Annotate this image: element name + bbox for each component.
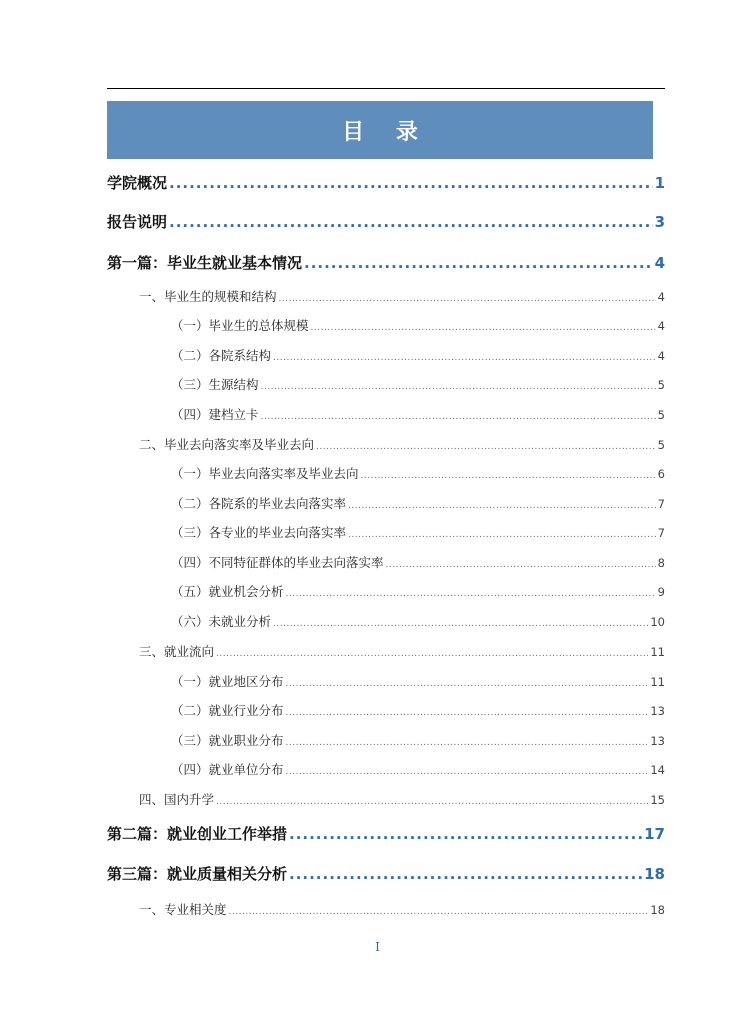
toc-entry-label: 学院概况 (107, 174, 168, 192)
toc-entry[interactable] (171, 582, 665, 600)
toc-entry-page: 9 (657, 585, 665, 599)
toc-entry-page: 6 (657, 467, 665, 481)
dot-leader (229, 907, 649, 917)
toc-entry[interactable] (171, 701, 665, 719)
toc-entry[interactable] (171, 464, 665, 482)
toc-entry-page: 4 (657, 349, 665, 363)
toc-entry-page: 18 (650, 903, 665, 917)
dot-leader (261, 382, 656, 392)
dot-leader (348, 530, 656, 540)
toc-entry-page: 5 (657, 408, 665, 422)
toc-entry-page: 15 (650, 793, 665, 807)
toc-entry-page: 17 (644, 825, 665, 843)
dot-leader (273, 353, 656, 363)
toc-entry-label: （三）就业职业分布 (171, 733, 284, 748)
toc-entry-label: （六）未就业分析 (171, 614, 272, 629)
toc-entry-label: 三、就业流向 (139, 644, 215, 659)
toc-entry-label: （二）各院系的毕业去向落实率 (171, 496, 347, 511)
toc-entry[interactable] (107, 252, 665, 273)
toc-entry-page: 11 (650, 645, 665, 659)
toc-entry-label: 报告说明 (107, 213, 168, 231)
toc-entry[interactable] (139, 790, 665, 808)
toc-entry-label: 第二篇：就业创业工作举措 (107, 825, 288, 843)
toc-entry-page: 7 (657, 497, 665, 511)
toc-entry-label: 第三篇：就业质量相关分析 (107, 865, 288, 883)
dot-leader (286, 589, 656, 599)
toc-entry-page: 11 (650, 675, 665, 689)
toc-entry-page: 5 (657, 378, 665, 392)
toc-entry-label: （二）各院系结构 (171, 348, 272, 363)
dot-leader (169, 213, 653, 231)
toc-entry[interactable] (107, 211, 665, 232)
dot-leader (286, 738, 649, 748)
toc-entry-page: 1 (654, 174, 665, 192)
toc-entry-label: 二、毕业去向落实率及毕业去向 (139, 437, 315, 452)
toc-entry-page: 18 (644, 865, 665, 883)
toc-entry[interactable] (171, 672, 665, 690)
toc-entry-label: （三）生源结构 (171, 377, 259, 392)
toc-entry-page: 4 (657, 319, 665, 333)
toc-entry-page: 4 (657, 290, 665, 304)
header-rule (107, 88, 665, 89)
dot-leader (286, 767, 649, 777)
toc-entry[interactable] (107, 823, 665, 844)
dot-leader (279, 294, 656, 304)
toc-entry-page: 13 (650, 734, 665, 748)
toc-entry[interactable] (107, 863, 665, 884)
toc-entry-label: 第一篇：毕业生就业基本情况 (107, 254, 303, 272)
toc-entry-page: 7 (657, 526, 665, 540)
toc-title-banner (107, 101, 653, 159)
toc-entry[interactable] (139, 287, 665, 305)
toc-title: 目 录 (342, 119, 430, 145)
toc-entry[interactable] (171, 375, 665, 393)
dot-leader (169, 174, 653, 192)
toc-entry-page: 13 (650, 704, 665, 718)
dot-leader (289, 825, 642, 843)
toc-entry-label: （一）毕业去向落实率及毕业去向 (171, 466, 359, 481)
toc-entry-label: （三）各专业的毕业去向落实率 (171, 525, 347, 540)
toc-entry-label: （四）不同特征群体的毕业去向落实率 (171, 555, 384, 570)
toc-entry-page: 10 (650, 615, 665, 629)
toc-entry[interactable] (171, 346, 665, 364)
toc-entry[interactable] (171, 405, 665, 423)
toc-entry-label: （五）就业机会分析 (171, 584, 284, 599)
toc-entry-label: （四）就业单位分布 (171, 762, 284, 777)
toc-entry-label: （二）就业行业分布 (171, 703, 284, 718)
dot-leader (289, 865, 642, 883)
dot-leader (261, 412, 656, 422)
toc-entry[interactable] (139, 642, 665, 660)
toc-entry[interactable] (171, 612, 665, 630)
dot-leader (216, 649, 648, 659)
toc-entry-page: 8 (657, 556, 665, 570)
toc-entry[interactable] (171, 523, 665, 541)
dot-leader (304, 254, 653, 272)
toc-entry-label: 四、国内升学 (139, 792, 215, 807)
dot-leader (386, 560, 656, 570)
toc-entry-page: 3 (654, 213, 665, 231)
dot-leader (273, 619, 648, 629)
toc-entry[interactable] (139, 435, 665, 453)
toc-entry[interactable] (171, 494, 665, 512)
dot-leader (316, 442, 656, 452)
dot-leader (286, 708, 649, 718)
page-number: I (375, 940, 380, 954)
dot-leader (361, 471, 656, 481)
toc-entry-page: 14 (650, 763, 665, 777)
dot-leader (216, 797, 648, 807)
toc-entry-label: （四）建档立卡 (171, 407, 259, 422)
toc-entry-label: 一、毕业生的规模和结构 (139, 289, 277, 304)
toc-entry-page: 5 (657, 438, 665, 452)
toc-entry[interactable] (107, 172, 665, 193)
toc-entry-label: （一）毕业生的总体规模 (171, 318, 309, 333)
dot-leader (311, 323, 656, 333)
toc-entry[interactable] (171, 553, 665, 571)
toc-entry[interactable] (139, 900, 665, 918)
toc-entry[interactable] (171, 316, 665, 334)
toc-entry-label: （一）就业地区分布 (171, 674, 284, 689)
dot-leader (348, 501, 656, 511)
dot-leader (286, 679, 649, 689)
toc-entry-label: 一、专业相关度 (139, 902, 227, 917)
toc-entry[interactable] (171, 760, 665, 778)
toc-entry[interactable] (171, 731, 665, 749)
toc-entry-page: 4 (654, 254, 665, 272)
